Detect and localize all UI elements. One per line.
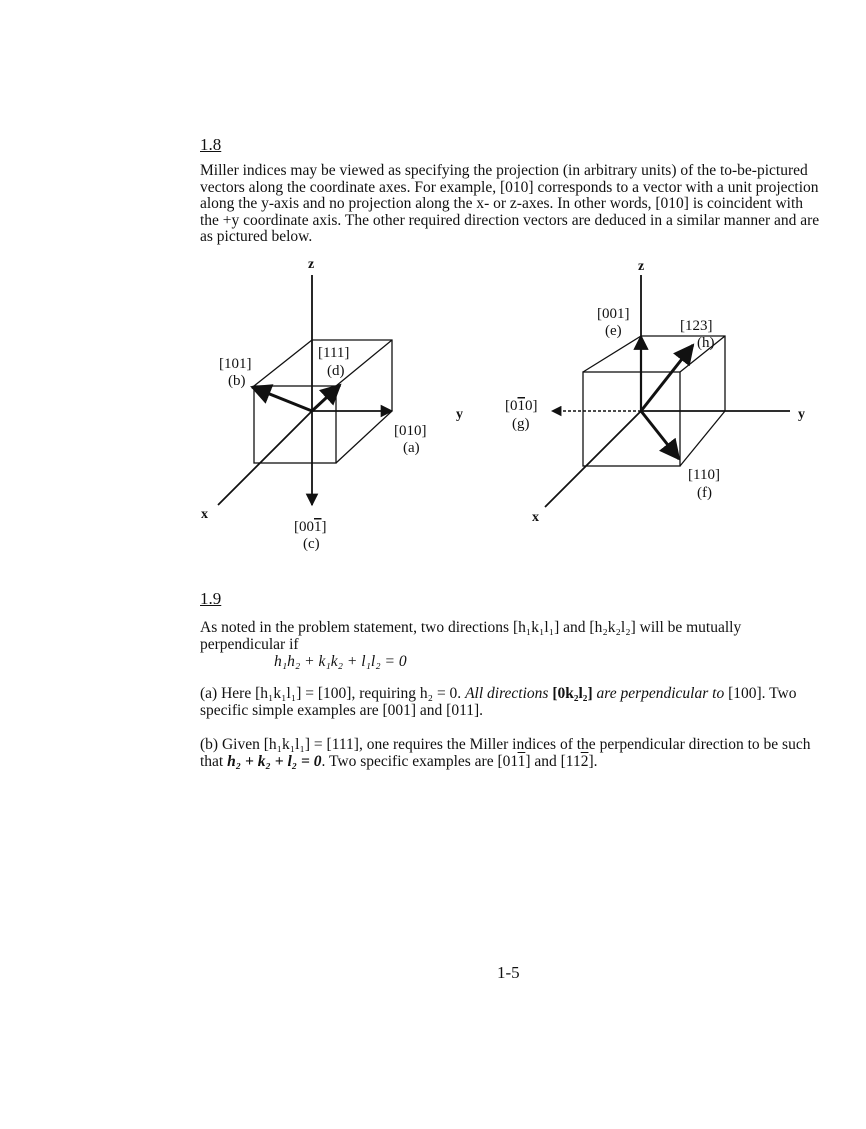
- left-z-axis-label: z: [308, 257, 315, 272]
- arrow-101: [252, 387, 312, 411]
- label-c: (c): [303, 536, 320, 552]
- label-e: (e): [605, 323, 622, 339]
- label-b: (b): [228, 373, 246, 389]
- label-d: (d): [327, 363, 345, 379]
- right-x-axis-label: x: [532, 510, 539, 525]
- label-001bar: [001]: [294, 519, 327, 535]
- right-x-axis: [545, 411, 641, 507]
- label-g: (g): [512, 416, 530, 432]
- paragraph-1-9-part-b: (b) Given [h₁k₁l₁] = [111], one requires the Miller indices of the perpendicular direction to be such that h₂ + k₂ + l₂ = 0. Two specific examples are [011] and [112].: [200, 736, 811, 770]
- paragraph-1-9-intro: As noted in the problem statement, two directions [h₁k₁l₁] and [h₂k₂l₂] will be mutually perpendicular if: [200, 619, 742, 653]
- paragraph-1-9-part-a: (a) Here [h₁k₁l₁] = [100], requiring h₂ = 0. All directions [0k₂l₂] are perpendicular to [100]. Two specific simple examples are [001] and [011].: [200, 685, 797, 719]
- left-x-axis-label: x: [201, 507, 208, 522]
- label-101: [101]: [219, 356, 252, 372]
- left-x-axis: [218, 411, 312, 505]
- label-110: [110]: [688, 467, 720, 483]
- label-f: (f): [697, 485, 712, 501]
- section-heading-1-8: 1.8: [200, 135, 222, 154]
- label-123: [123]: [680, 318, 713, 334]
- label-010: [010]: [394, 423, 427, 439]
- right-z-axis-label: z: [638, 259, 645, 274]
- label-0bar10: [010]: [505, 398, 538, 414]
- right-y-axis-label: y: [798, 407, 805, 422]
- paragraph-1-8: Miller indices may be viewed as specifying the projection (in arbitrary units) of the to-be-pictured vectors along the coordinate axes. For example, [010] corresponds to a vector with a unit projection along the y-axis and no projection along the x- or z-axes. In other words, [010] is coincident with the +y coordinate axis. The other required direction vectors are deduced in a similar manner and are as pictured below.: [200, 162, 820, 245]
- label-a: (a): [403, 440, 420, 456]
- arrow-110: [641, 411, 679, 459]
- left-cube-diagram: [201, 257, 463, 552]
- label-001: [001]: [597, 306, 630, 322]
- right-cube-diagram: [505, 259, 805, 525]
- left-y-axis-label: y: [456, 407, 463, 422]
- label-h: (h): [697, 335, 715, 351]
- arrow-123: [641, 345, 693, 411]
- label-111: [111]: [318, 345, 350, 361]
- perpendicular-equation: h₁h₂ + k₁k₂ + l₁l₂ = 0: [274, 653, 407, 670]
- page-number: 1-5: [497, 963, 520, 982]
- section-heading-1-9: 1.9: [200, 589, 222, 608]
